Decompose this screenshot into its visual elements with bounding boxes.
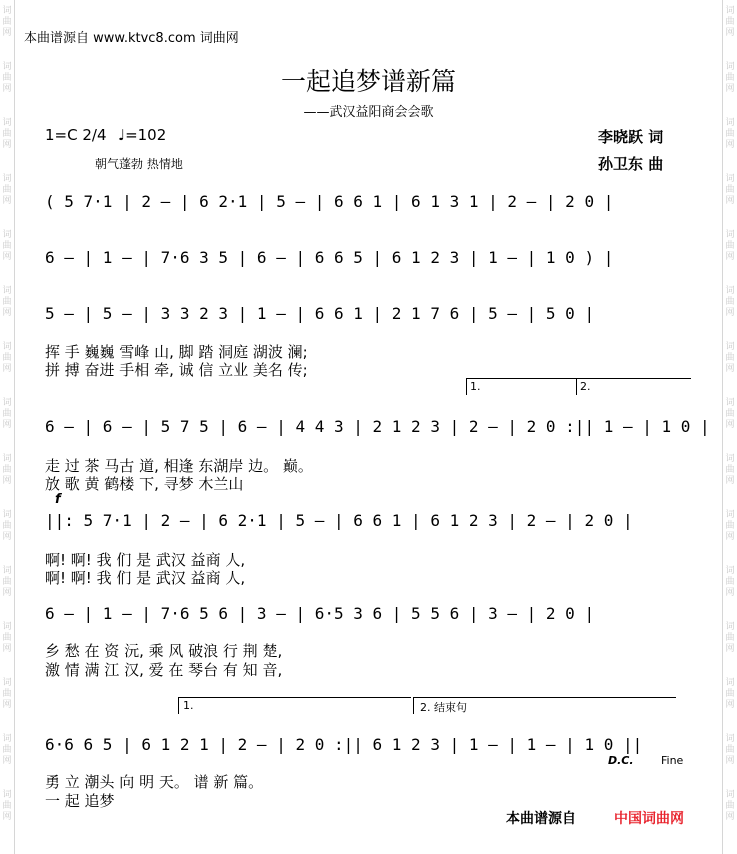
volta-first-bracket (466, 378, 577, 395)
watermark-char: 网 (2, 700, 12, 710)
watermark-char: 词 (725, 454, 735, 464)
watermark-char: 网 (725, 588, 735, 598)
composer-credit: 孙卫东 曲 (598, 155, 664, 173)
watermark-char: 网 (725, 420, 735, 430)
lyric-row-7-verse-1: 勇 立 潮头 向 明 天。 谱 新 篇。 (45, 773, 264, 791)
watermark-char: 曲 (2, 801, 12, 811)
watermark-char: 曲 (2, 521, 12, 531)
watermark-char: 曲 (2, 129, 12, 139)
lyric-row-3-verse-1: 挥 手 巍巍 雪峰 山, 脚 踏 洞庭 湖波 澜; (45, 343, 308, 361)
watermark-char: 曲 (2, 297, 12, 307)
watermark-char: 曲 (2, 17, 12, 27)
watermark-char: 词 (2, 174, 12, 184)
watermark-char: 词 (2, 566, 12, 576)
watermark-char: 曲 (2, 73, 12, 83)
watermark-char: 网 (725, 364, 735, 374)
watermark-char: 曲 (725, 353, 735, 363)
watermark-char: 网 (725, 84, 735, 94)
dynamic-marking: f (55, 492, 61, 507)
watermark-char: 网 (725, 644, 735, 654)
left-watermark-strip (0, 0, 15, 854)
watermark-char: 网 (725, 756, 735, 766)
dc-marking: D.C. (608, 754, 634, 767)
lyric-row-6-verse-2: 激 情 满 江 汉, 爱 在 琴台 有 知 音, (45, 661, 283, 679)
watermark-char: 曲 (725, 521, 735, 531)
volta-second-bracket (576, 378, 691, 395)
watermark-char: 曲 (2, 689, 12, 699)
watermark-char: 词 (2, 734, 12, 744)
watermark-char: 曲 (725, 17, 735, 27)
watermark-char: 词 (725, 398, 735, 408)
watermark-char: 曲 (2, 745, 12, 755)
watermark-char: 曲 (2, 577, 12, 587)
watermark-char: 曲 (2, 465, 12, 475)
watermark-char: 网 (2, 532, 12, 542)
watermark-char: 词 (725, 622, 735, 632)
watermark-char: 词 (2, 230, 12, 240)
key-signature: 1=C 2/4 (45, 126, 107, 144)
watermark-char: 曲 (725, 689, 735, 699)
watermark-char: 词 (725, 790, 735, 800)
watermark-char: 词 (725, 118, 735, 128)
watermark-char: 曲 (2, 241, 12, 251)
notation-row-4: 6 – | 6 – | 5 7 5 | 6 – | 4 4 3 | 2 1 2 3 | 2 – | 2 0 :|| 1 – | 1 0 | (45, 417, 710, 436)
lyricist-credit: 李晓跃 词 (598, 128, 664, 146)
watermark-char: 网 (2, 308, 12, 318)
lyric-row-4-verse-2: 放 歌 黄 鹤楼 下, 寻梦 木兰山 (45, 475, 244, 493)
footer-source-label: 本曲谱源自 (506, 811, 576, 827)
source-line: 本曲谱源自 www.ktvc8.com 词曲网 (24, 31, 239, 46)
notation-row-7: 6·6 6 5 | 6 1 2 1 | 2 – | 2 0 :|| 6 1 2 3 | 1 – | 1 – | 1 0 || (45, 735, 643, 754)
watermark-char: 曲 (725, 801, 735, 811)
watermark-char: 网 (2, 644, 12, 654)
volta-ending-label: 2. 结束句 (420, 701, 467, 714)
volta-first-label: 1. (470, 380, 481, 393)
watermark-char: 词 (2, 342, 12, 352)
lyric-row-3-verse-2: 拼 搏 奋进 手相 牵, 诚 信 立业 美名 传; (45, 361, 308, 379)
watermark-char: 词 (725, 174, 735, 184)
watermark-char: 网 (725, 196, 735, 206)
watermark-char: 词 (725, 230, 735, 240)
watermark-char: 曲 (2, 185, 12, 195)
watermark-char: 词 (725, 510, 735, 520)
watermark-char: 网 (725, 252, 735, 262)
watermark-char: 网 (725, 700, 735, 710)
volta-first-label-2: 1. (183, 699, 194, 712)
watermark-char: 网 (2, 420, 12, 430)
footer-site-link[interactable]: 中国词曲网 (614, 811, 684, 827)
watermark-char: 词 (2, 510, 12, 520)
right-watermark-strip (722, 0, 737, 854)
watermark-char: 网 (2, 196, 12, 206)
watermark-char: 网 (2, 588, 12, 598)
watermark-char: 词 (725, 286, 735, 296)
lyric-row-4-verse-1: 走 过 茶 马古 道, 相逢 东湖岸 边。 巅。 (45, 457, 313, 475)
watermark-char: 网 (725, 28, 735, 38)
watermark-char: 词 (2, 454, 12, 464)
watermark-char: 曲 (725, 577, 735, 587)
watermark-char: 词 (2, 678, 12, 688)
watermark-char: 词 (2, 398, 12, 408)
watermark-char: 曲 (2, 353, 12, 363)
notation-row-2: 6 – | 1 – | 7·6 3 5 | 6 – | 6 6 5 | 6 1 2 3 | 1 – | 1 0 ) | (45, 248, 614, 267)
watermark-char: 网 (2, 364, 12, 374)
watermark-char: 词 (725, 6, 735, 16)
expression-marking: 朝气蓬勃 热情地 (95, 157, 183, 171)
watermark-char: 曲 (725, 297, 735, 307)
tempo-marking: ♩=102 (118, 126, 167, 144)
volta-first-bracket-2 (178, 697, 411, 714)
song-subtitle: ——武汉益阳商会会歌 (303, 105, 434, 120)
watermark-char: 网 (2, 476, 12, 486)
lyric-row-6-verse-1: 乡 愁 在 资 沅, 乘 风 破浪 行 荆 楚, (45, 642, 283, 660)
watermark-char: 网 (725, 476, 735, 486)
watermark-char: 词 (725, 678, 735, 688)
fine-marking: Fine (661, 754, 684, 767)
notation-row-3: 5 – | 5 – | 3 3 2 3 | 1 – | 6 6 1 | 2 1 7 6 | 5 – | 5 0 | (45, 304, 595, 323)
lyric-row-7-verse-2: 一 起 追梦 (45, 792, 115, 810)
watermark-char: 曲 (725, 633, 735, 643)
notation-row-5: ||: 5 7·1 | 2 – | 6 2·1 | 5 – | 6 6 1 | 6 1 2 3 | 2 – | 2 0 | (45, 511, 633, 530)
notation-row-1: ( 5 7·1 | 2 – | 6 2·1 | 5 – | 6 6 1 | 6 1 3 1 | 2 – | 2 0 | (45, 192, 614, 211)
watermark-char: 词 (2, 622, 12, 632)
watermark-char: 网 (2, 28, 12, 38)
lyric-row-5-verse-2: 啊! 啊! 我 们 是 武汉 益商 人, (45, 569, 246, 587)
watermark-char: 词 (2, 6, 12, 16)
watermark-char: 曲 (725, 129, 735, 139)
notation-row-6: 6 – | 1 – | 7·6 5 6 | 3 – | 6·5 3 6 | 5 5 6 | 3 – | 2 0 | (45, 604, 595, 623)
watermark-char: 网 (725, 532, 735, 542)
watermark-char: 曲 (725, 185, 735, 195)
watermark-char: 曲 (725, 409, 735, 419)
watermark-char: 曲 (725, 241, 735, 251)
watermark-char: 曲 (725, 73, 735, 83)
watermark-char: 词 (2, 62, 12, 72)
song-title: 一起追梦谱新篇 (280, 67, 456, 96)
watermark-char: 网 (725, 308, 735, 318)
watermark-char: 曲 (2, 633, 12, 643)
watermark-char: 词 (725, 62, 735, 72)
watermark-char: 网 (2, 84, 12, 94)
watermark-char: 网 (2, 252, 12, 262)
watermark-char: 网 (725, 140, 735, 150)
watermark-char: 词 (2, 118, 12, 128)
watermark-char: 词 (725, 342, 735, 352)
watermark-char: 网 (2, 140, 12, 150)
watermark-char: 词 (725, 566, 735, 576)
watermark-char: 网 (2, 812, 12, 822)
watermark-char: 网 (725, 812, 735, 822)
watermark-char: 曲 (725, 465, 735, 475)
lyric-row-5-verse-1: 啊! 啊! 我 们 是 武汉 益商 人, (45, 551, 246, 569)
watermark-char: 词 (2, 286, 12, 296)
watermark-char: 网 (2, 756, 12, 766)
watermark-char: 词 (725, 734, 735, 744)
volta-second-label: 2. (580, 380, 591, 393)
watermark-char: 词 (2, 790, 12, 800)
watermark-char: 曲 (2, 409, 12, 419)
watermark-char: 曲 (725, 745, 735, 755)
